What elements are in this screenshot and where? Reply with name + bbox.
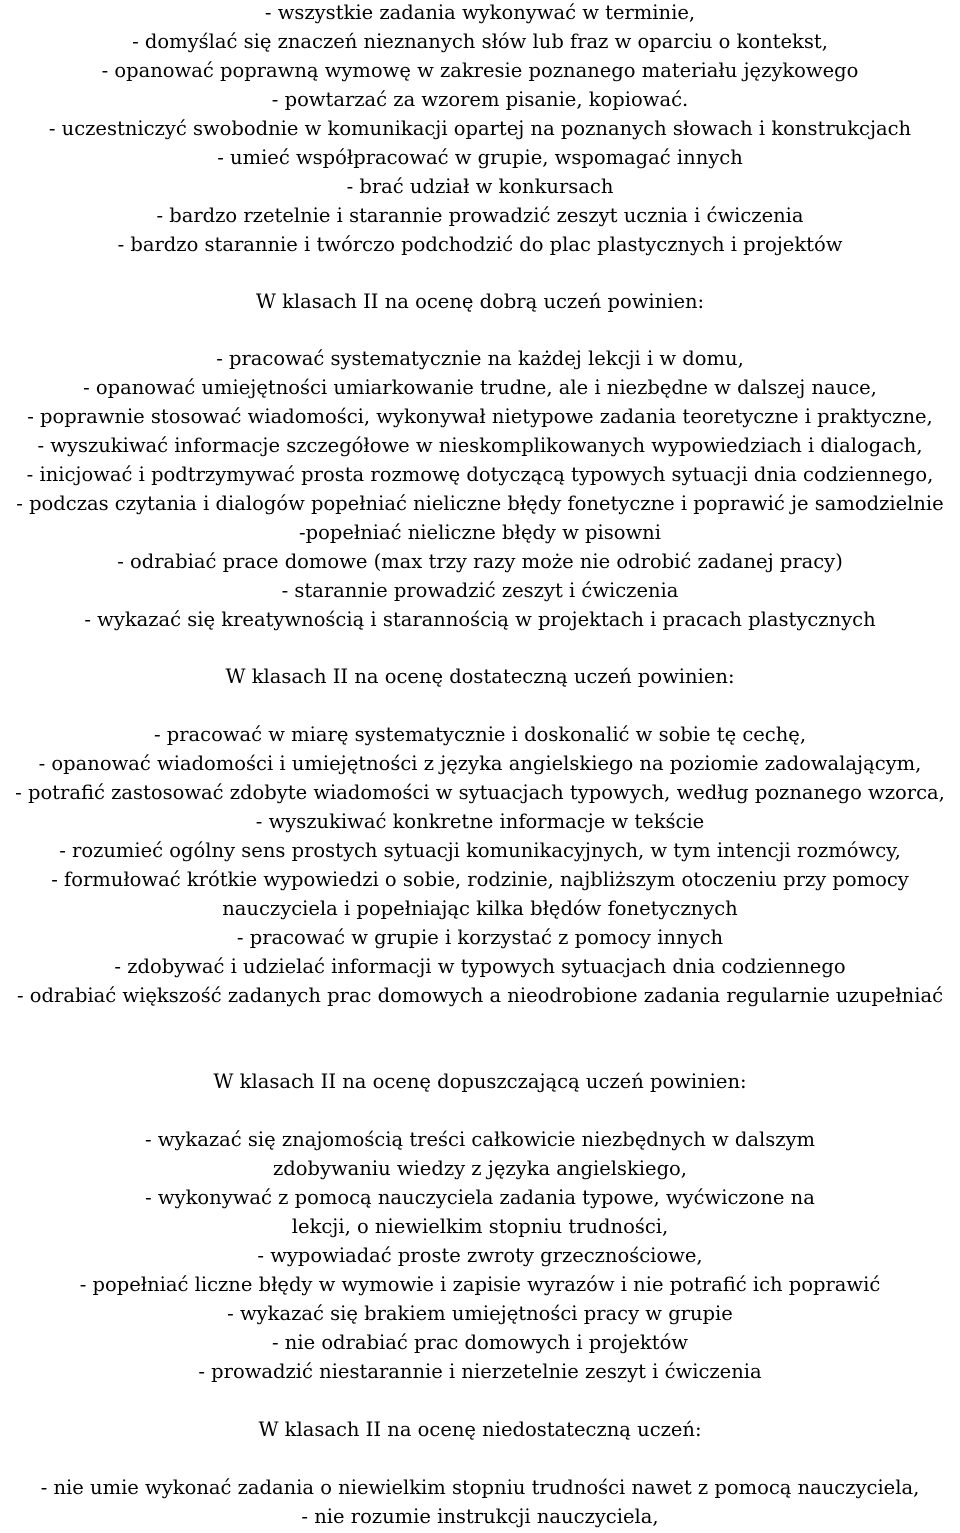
list-item: - potrafić zastosować zdobyte wiadomości w sytuacjach typowych, według poznanego wzorca, bbox=[15, 781, 945, 804]
list-item: - nie odrabiać prac domowych i projektów bbox=[272, 1331, 688, 1354]
list-item: - odrabiać prace domowe (max trzy razy może nie odrobić zadanej pracy) bbox=[117, 550, 843, 573]
list-item: - uczestniczyć swobodnie w komunikacji opartej na poznanych słowach i konstrukcjach bbox=[48, 117, 912, 140]
list-item: - wykazać się brakiem umiejętności pracy w grupie bbox=[227, 1302, 733, 1325]
list-item: - wykonywać z pomocą nauczyciela zadania typowe, wyćwiczone na bbox=[145, 1186, 815, 1209]
list-item: - wykazać się znajomością treści całkowicie niezbędnych w dalszym bbox=[144, 1128, 816, 1151]
list-item: - wyszukiwać informacje szczegółowe w nieskomplikowanych wypowiedziach i dialogach, bbox=[37, 434, 923, 457]
list-item: - pracować systematycznie na każdej lekcji i w domu, bbox=[216, 347, 744, 370]
list-item: - opanować wiadomości i umiejętności z języka angielskiego na poziomie zadowalającym, bbox=[38, 752, 922, 775]
list-item: - rozumieć ogólny sens prostych sytuacji komunikacyjnych, w tym intencji rozmówcy, bbox=[59, 839, 901, 862]
list-item: - podczas czytania i dialogów popełniać nieliczne błędy fonetyczne i poprawić je samodzielnie bbox=[16, 492, 944, 515]
list-item: - odrabiać większość zadanych prac domowych a nieodrobione zadania regularnie uzupełniać bbox=[16, 984, 944, 1007]
list-item: lekcji, o niewielkim stopniu trudności, bbox=[291, 1215, 669, 1238]
list-item: - domyślać się znaczeń nieznanych słów lub fraz w oparciu o kontekst, bbox=[132, 30, 828, 53]
list-item: - umieć współpracować w grupie, wspomagać innych bbox=[217, 146, 743, 169]
list-item: - opanować umiejętności umiarkowanie trudne, ale i niezbędne w dalszej nauce, bbox=[83, 376, 877, 399]
list-item: - powtarzać za wzorem pisanie, kopiować. bbox=[271, 88, 689, 111]
list-item: - popełniać liczne błędy w wymowie i zapisie wyrazów i nie potrafić ich poprawić bbox=[79, 1273, 881, 1296]
section-heading-acceptable: W klasach II na ocenę dopuszczającą uczeń powinien: bbox=[213, 1070, 747, 1093]
list-item: - brać udział w konkursach bbox=[346, 175, 614, 198]
list-item: - nie rozumie instrukcji nauczyciela, bbox=[301, 1505, 659, 1528]
list-item: - zdobywać i udzielać informacji w typowych sytuacjach dnia codziennego bbox=[114, 955, 846, 978]
list-item: -popełniać nieliczne błędy w pisowni bbox=[299, 521, 661, 544]
section-heading-good: W klasach II na ocenę dobrą uczeń powinien: bbox=[255, 290, 705, 313]
section-heading-sufficient: W klasach II na ocenę dostateczną uczeń powinien: bbox=[225, 665, 735, 688]
list-item: - wypowiadać proste zwroty grzecznościowe, bbox=[257, 1244, 703, 1267]
list-item: - formułować krótkie wypowiedzi o sobie, rodzinie, najbliższym otoczeniu przy pomocy bbox=[51, 868, 909, 891]
list-item: - starannie prowadzić zeszyt i ćwiczenia bbox=[281, 579, 679, 602]
list-item: - wyszukiwać konkretne informacje w tekście bbox=[255, 810, 705, 833]
list-item: nauczyciela i popełniając kilka błędów fonetycznych bbox=[222, 897, 738, 920]
list-item: - opanować poprawną wymowę w zakresie poznanego materiału językowego bbox=[101, 59, 859, 82]
list-item: - poprawnie stosować wiadomości, wykonywał nietypowe zadania teoretyczne i praktyczne, bbox=[27, 405, 933, 428]
list-item: - bardzo starannie i twórczo podchodzić do plac plastycznych i projektów bbox=[117, 233, 843, 256]
list-item: - pracować w grupie i korzystać z pomocy innych bbox=[236, 926, 724, 949]
list-item: - nie umie wykonać zadania o niewielkim stopniu trudności nawet z pomocą nauczyciela, bbox=[40, 1476, 920, 1499]
list-item: zdobywaniu wiedzy z języka angielskiego, bbox=[273, 1157, 687, 1180]
list-item: - bardzo rzetelnie i starannie prowadzić zeszyt ucznia i ćwiczenia bbox=[156, 204, 804, 227]
list-item: - inicjować i podtrzymywać prosta rozmowę dotyczącą typowych sytuacji dnia codziennego, bbox=[26, 463, 934, 486]
section-heading-insufficient: W klasach II na ocenę niedostateczną uczeń: bbox=[258, 1418, 702, 1441]
list-item: - wykazać się kreatywnością i starannością w projektach i pracach plastycznych bbox=[84, 608, 876, 631]
list-item: - pracować w miarę systematycznie i doskonalić w sobie tę cechę, bbox=[153, 723, 807, 746]
list-item: - wszystkie zadania wykonywać w terminie, bbox=[264, 1, 696, 24]
list-item: - prowadzić niestarannie i nierzetelnie zeszyt i ćwiczenia bbox=[198, 1360, 762, 1383]
